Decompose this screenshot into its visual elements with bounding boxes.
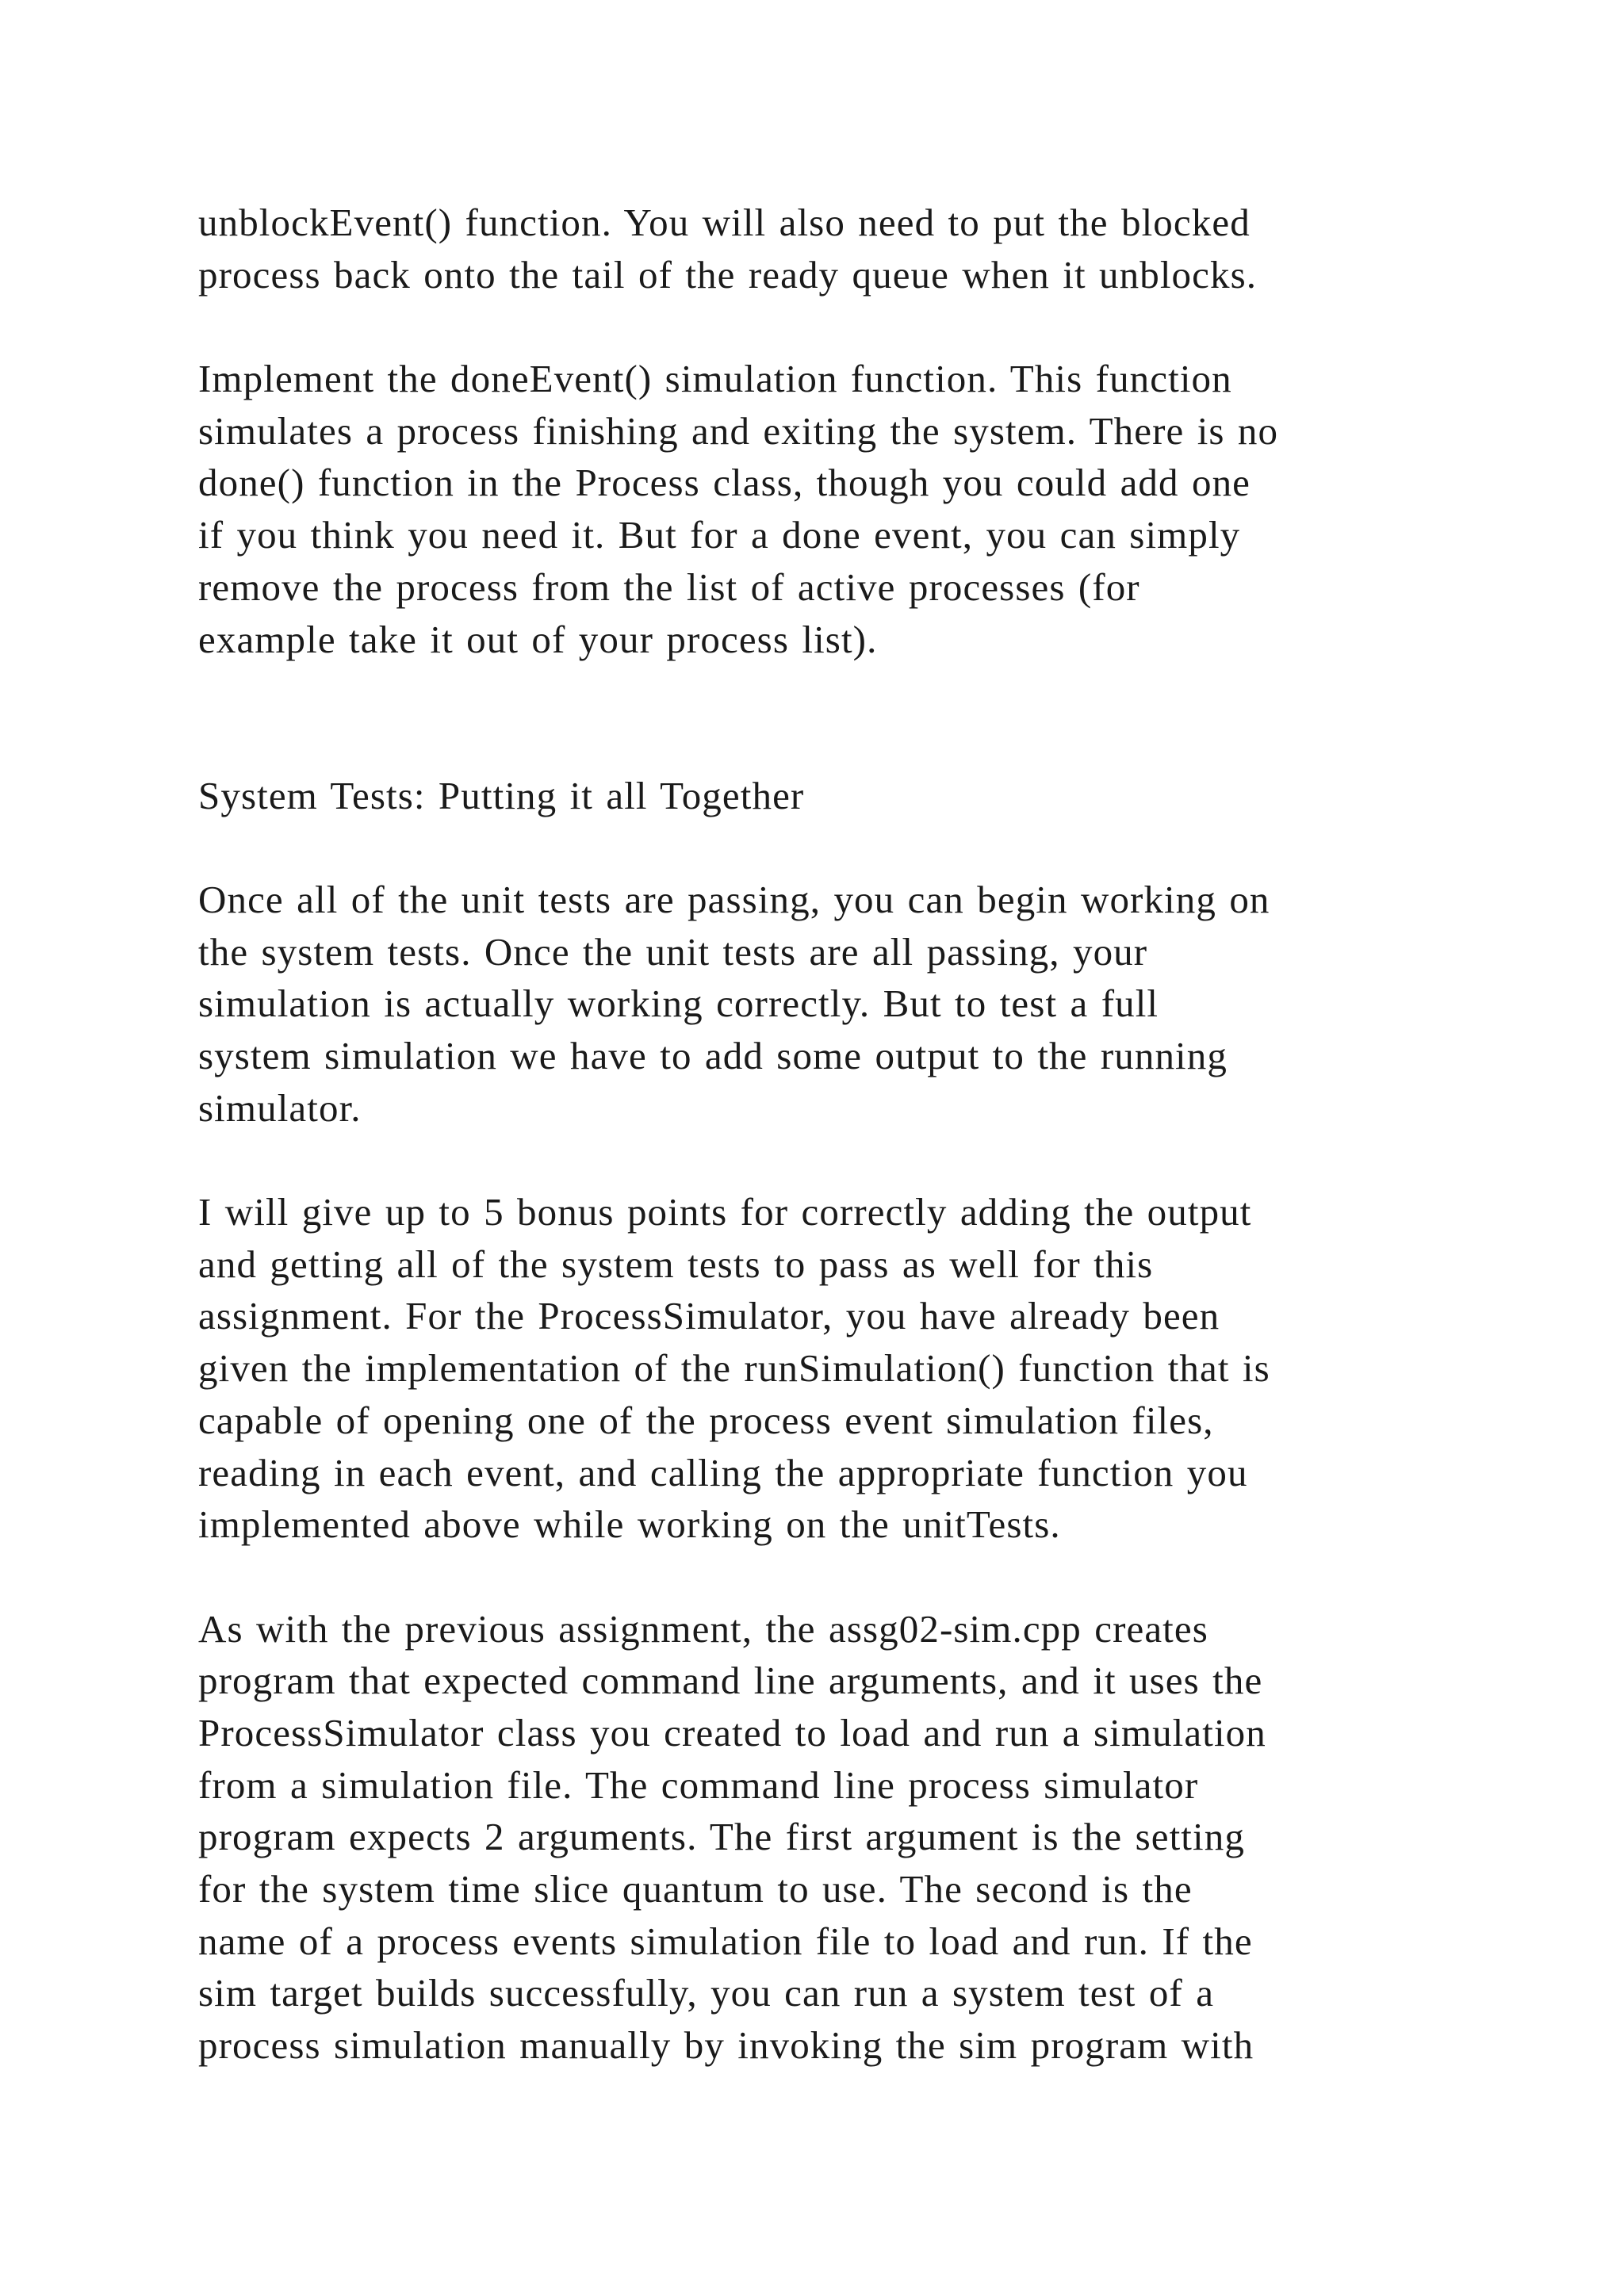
text-line: simulator. (198, 1085, 362, 1130)
text-line: Once all of the unit tests are passing, you can begin working on (198, 877, 1270, 921)
heading-text: System Tests: Putting it all Together (198, 773, 805, 817)
text-line: simulates a process finishing and exiting the system. There is no (198, 408, 1279, 453)
paragraph-spacer (198, 1134, 1483, 1186)
text-line: sim target builds successfully, you can run a system test of a (198, 1971, 1215, 2015)
text-line: from a simulation file. The command line process simulator (198, 1762, 1199, 1807)
paragraph-spacer (198, 300, 1483, 353)
paragraph-bonus-points (198, 1186, 1483, 1551)
text-line: for the system time slice quantum to use. The second is the (198, 1867, 1193, 1911)
paragraph-sim-program (198, 1603, 1483, 2072)
paragraph-system-tests (198, 874, 1483, 1134)
paragraph-spacer (198, 1551, 1483, 1603)
text-line: process back onto the tail of the ready queue when it unblocks. (198, 252, 1258, 297)
text-line: assignment. For the ProcessSimulator, you have already been (198, 1294, 1220, 1338)
text-line: reading in each event, and calling the appropriate function you (198, 1450, 1248, 1494)
section-spacer (198, 665, 1483, 769)
text-line: name of a process events simulation file to load and run. If the (198, 1919, 1253, 1963)
text-line: system simulation we have to add some output to the running (198, 1034, 1228, 1078)
text-line: simulation is actually working correctly. But to test a full (198, 982, 1159, 1026)
paragraph-done-event (198, 353, 1483, 665)
text-line: done() function in the Process class, though you could add one (198, 461, 1251, 505)
text-line: process simulation manually by invoking the sim program with (198, 2023, 1254, 2068)
text-line: program expects 2 arguments. The first argument is the setting (198, 1815, 1245, 1859)
text-line: I will give up to 5 bonus points for correctly adding the output (198, 1190, 1252, 1234)
text-line: Implement the doneEvent() simulation function. This function (198, 357, 1232, 401)
paragraph-spacer (198, 821, 1483, 874)
text-line: As with the previous assignment, the assg02-sim.cpp creates (198, 1606, 1208, 1651)
text-line: remove the process from the list of active processes (for (198, 564, 1140, 609)
text-line: capable of opening one of the process event simulation files, (198, 1398, 1214, 1442)
text-line: implemented above while working on the unitTests. (198, 1502, 1061, 1547)
text-line: the system tests. Once the unit tests are all passing, your (198, 929, 1148, 974)
document-body (198, 197, 1483, 2072)
text-line: program that expected command line arguments, and it uses the (198, 1659, 1263, 1703)
text-line: and getting all of the system tests to pass as well for this (198, 1242, 1154, 1286)
text-line: given the implementation of the runSimulation() function that is (198, 1346, 1270, 1391)
text-line: if you think you need it. But for a done event, you can simply (198, 513, 1241, 557)
text-line: example take it out of your process list). (198, 617, 878, 661)
section-heading-system-tests (198, 770, 1483, 822)
text-line: ProcessSimulator class you created to load and run a simulation (198, 1710, 1266, 1755)
text-line: unblockEvent() function. You will also need to put the blocked (198, 201, 1251, 244)
paragraph-unblock-event (198, 197, 1483, 300)
